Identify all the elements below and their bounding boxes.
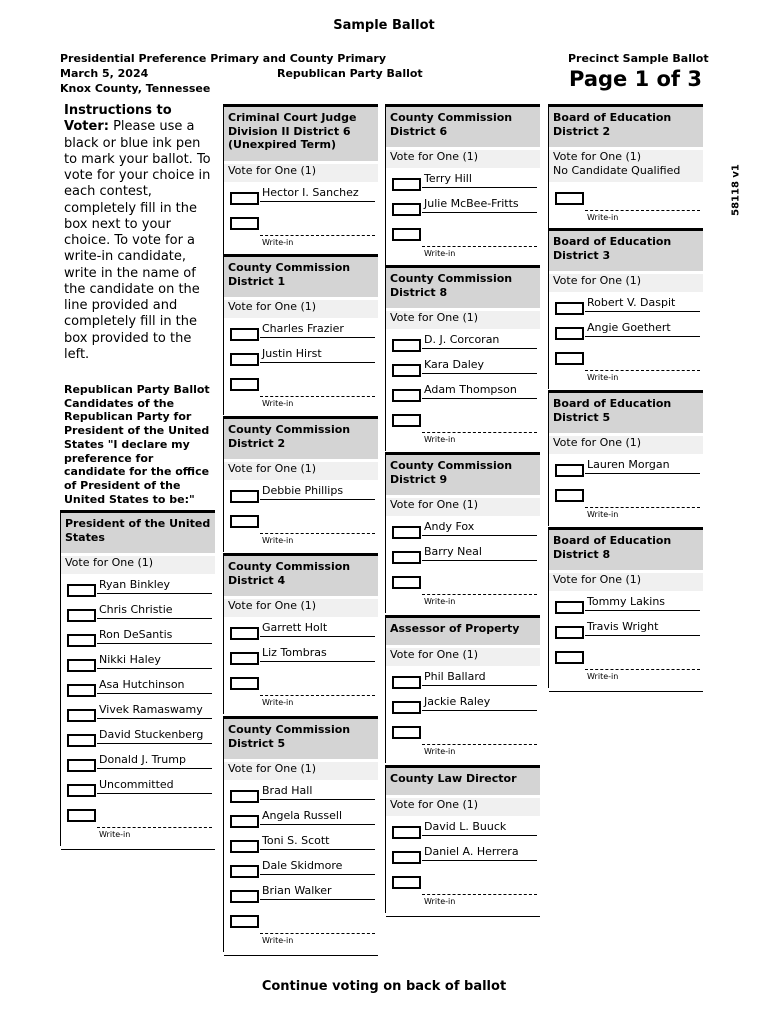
candidate-name: Tommy Lakins xyxy=(587,595,666,608)
candidate-option[interactable] xyxy=(61,653,215,675)
vote-for-text: Vote for One (1) xyxy=(228,462,317,475)
candidate-underline xyxy=(97,768,212,769)
candidate-underline xyxy=(422,398,537,399)
vote-oval[interactable] xyxy=(230,353,259,366)
candidate-underline xyxy=(97,743,212,744)
candidate-option[interactable] xyxy=(224,646,378,668)
vote-for-text: Vote for One (1) xyxy=(228,762,317,775)
column-bottom-rule xyxy=(224,955,378,956)
vote-for-label xyxy=(549,573,703,591)
write-in-label: Write-in xyxy=(424,747,456,756)
candidate-name: Adam Thompson xyxy=(424,383,517,396)
contest-title: Criminal Court Judge Division II District 6 (Unexpired Term) xyxy=(224,107,378,161)
candidate-option[interactable] xyxy=(61,603,215,625)
candidate-name: D. J. Corcoran xyxy=(424,333,500,346)
candidate-option[interactable] xyxy=(549,595,703,617)
candidate-option[interactable] xyxy=(549,620,703,642)
candidate-underline xyxy=(260,337,375,338)
write-in-oval[interactable] xyxy=(230,217,259,230)
write-in-oval[interactable] xyxy=(392,228,421,241)
vote-oval[interactable] xyxy=(67,784,96,797)
vote-for-text: Vote for One (1) xyxy=(553,150,642,163)
candidate-name: Lauren Morgan xyxy=(587,458,670,471)
write-in-line[interactable] xyxy=(422,432,537,433)
candidate-option[interactable] xyxy=(386,545,540,567)
candidate-underline xyxy=(585,635,700,636)
candidate-name: Barry Neal xyxy=(424,545,482,558)
write-in-label: Write-in xyxy=(424,249,456,258)
contest xyxy=(223,416,378,552)
candidate-name: Robert V. Daspit xyxy=(587,296,676,309)
vote-oval[interactable] xyxy=(555,302,584,315)
party-ballot-label: Republican Party Ballot xyxy=(277,67,423,80)
vote-oval[interactable] xyxy=(555,601,584,614)
candidate-underline xyxy=(260,899,375,900)
write-in-option[interactable] xyxy=(224,915,378,945)
contest xyxy=(223,254,378,415)
write-in-label: Write-in xyxy=(587,672,619,681)
vote-oval[interactable] xyxy=(230,890,259,903)
candidate-name: Brad Hall xyxy=(262,784,313,797)
candidate-name: Julie McBee-Fritts xyxy=(424,197,519,210)
candidate-name: Charles Frazier xyxy=(262,322,344,335)
vote-oval[interactable] xyxy=(230,652,259,665)
candidate-option[interactable] xyxy=(61,753,215,775)
contest-title: Board of Education District 5 xyxy=(549,393,703,433)
write-in-option[interactable] xyxy=(224,677,378,707)
vote-for-label xyxy=(224,462,378,480)
candidate-name: David L. Buuck xyxy=(424,820,507,833)
write-in-option[interactable] xyxy=(549,489,703,519)
ballot-column xyxy=(548,0,703,1024)
candidate-name: Debbie Phillips xyxy=(262,484,344,497)
candidate-name: David Stuckenberg xyxy=(99,728,204,741)
candidate-option[interactable] xyxy=(224,809,378,831)
candidate-underline xyxy=(260,362,375,363)
write-in-oval[interactable] xyxy=(392,414,421,427)
candidate-option[interactable] xyxy=(386,197,540,219)
candidate-name: Donald J. Trump xyxy=(99,753,186,766)
write-in-line[interactable] xyxy=(585,370,700,371)
vote-oval[interactable] xyxy=(230,840,259,853)
contest-title: Board of Education District 3 xyxy=(549,231,703,271)
write-in-oval[interactable] xyxy=(555,651,584,664)
vote-for-label xyxy=(224,599,378,617)
candidate-option[interactable] xyxy=(61,578,215,600)
declaration-text: Republican Party Ballot Candidates of the Republican Party for President of the United States "I declare my preference for candidate for the office of President of the United States to be:" xyxy=(64,383,210,506)
candidate-underline xyxy=(422,710,537,711)
write-in-label: Write-in xyxy=(262,698,294,707)
vote-oval[interactable] xyxy=(392,851,421,864)
vote-oval[interactable] xyxy=(392,526,421,539)
candidate-name: Angie Goethert xyxy=(587,321,671,334)
write-in-line[interactable] xyxy=(260,533,375,534)
write-in-oval[interactable] xyxy=(230,915,259,928)
candidate-option[interactable] xyxy=(61,728,215,750)
candidate-name: Daniel A. Herrera xyxy=(424,845,519,858)
write-in-option[interactable] xyxy=(549,192,703,222)
column-bottom-rule xyxy=(549,691,703,692)
candidate-underline xyxy=(97,718,212,719)
vote-for-text: Vote for One (1) xyxy=(228,300,317,313)
write-in-oval[interactable] xyxy=(230,378,259,391)
write-in-label: Write-in xyxy=(424,597,456,606)
vote-oval[interactable] xyxy=(392,389,421,402)
vote-oval[interactable] xyxy=(230,328,259,341)
candidate-option[interactable] xyxy=(386,695,540,717)
write-in-option[interactable] xyxy=(224,515,378,545)
write-in-line[interactable] xyxy=(422,744,537,745)
candidate-underline xyxy=(422,860,537,861)
vote-oval[interactable] xyxy=(67,634,96,647)
contest xyxy=(385,104,540,265)
write-in-oval[interactable] xyxy=(555,192,584,205)
candidate-underline xyxy=(422,187,537,188)
candidate-name: Chris Christie xyxy=(99,603,173,616)
candidate-name: Justin Hirst xyxy=(262,347,322,360)
candidate-underline xyxy=(260,849,375,850)
ballot-serial-text: 58118 v1 xyxy=(730,164,742,216)
contest-title: President of the United States xyxy=(61,513,215,553)
candidate-underline xyxy=(422,560,537,561)
candidate-option[interactable] xyxy=(386,820,540,842)
write-in-oval[interactable] xyxy=(67,809,96,822)
candidate-underline xyxy=(260,874,375,875)
write-in-oval[interactable] xyxy=(230,677,259,690)
write-in-line[interactable] xyxy=(260,235,375,236)
candidate-underline xyxy=(585,336,700,337)
write-in-option[interactable] xyxy=(224,217,378,247)
write-in-line[interactable] xyxy=(422,246,537,247)
candidate-underline xyxy=(97,643,212,644)
candidate-name: Asa Hutchinson xyxy=(99,678,185,691)
candidate-option[interactable] xyxy=(549,458,703,480)
write-in-line[interactable] xyxy=(422,594,537,595)
ballot-column xyxy=(385,0,540,1024)
vote-oval[interactable] xyxy=(392,364,421,377)
candidate-name: Liz Tombras xyxy=(262,646,327,659)
contest-title: County Commission District 1 xyxy=(224,257,378,297)
write-in-oval[interactable] xyxy=(392,726,421,739)
candidate-name: Terry Hill xyxy=(424,172,472,185)
candidate-name: Kara Daley xyxy=(424,358,485,371)
vote-for-label xyxy=(549,274,703,292)
candidate-option[interactable] xyxy=(386,845,540,867)
page-number: Page 1 of 3 xyxy=(569,67,702,91)
write-in-line[interactable] xyxy=(97,827,212,828)
contest-title: County Commission District 8 xyxy=(386,268,540,308)
vote-for-label xyxy=(386,498,540,516)
write-in-option[interactable] xyxy=(386,228,540,258)
vote-for-text: Vote for One (1) xyxy=(390,798,479,811)
candidate-option[interactable] xyxy=(386,172,540,194)
vote-oval[interactable] xyxy=(392,676,421,689)
candidate-name: Phil Ballard xyxy=(424,670,486,683)
vote-oval[interactable] xyxy=(67,734,96,747)
vote-oval[interactable] xyxy=(230,790,259,803)
candidate-underline xyxy=(97,793,212,794)
ballot-column xyxy=(60,0,215,1024)
vote-for-label xyxy=(549,150,703,182)
candidate-option[interactable] xyxy=(61,678,215,700)
vote-for-text: Vote for One (1) xyxy=(390,311,479,324)
vote-oval[interactable] xyxy=(392,551,421,564)
vote-for-label xyxy=(386,150,540,168)
vote-oval[interactable] xyxy=(392,701,421,714)
candidate-underline xyxy=(97,693,212,694)
vote-oval[interactable] xyxy=(230,192,259,205)
write-in-option[interactable] xyxy=(386,876,540,906)
candidate-name: Nikki Haley xyxy=(99,653,161,666)
candidate-name: Dale Skidmore xyxy=(262,859,343,872)
candidate-option[interactable] xyxy=(61,778,215,800)
ballot-title: Sample Ballot xyxy=(333,18,435,33)
continue-note: Continue voting on back of ballot xyxy=(261,979,507,994)
write-in-option[interactable] xyxy=(61,809,215,839)
candidate-option[interactable] xyxy=(224,621,378,643)
write-in-line[interactable] xyxy=(260,695,375,696)
vote-oval[interactable] xyxy=(392,203,421,216)
candidate-name: Ryan Binkley xyxy=(99,578,171,591)
candidate-option[interactable] xyxy=(386,383,540,405)
candidate-underline xyxy=(97,593,212,594)
candidate-option[interactable] xyxy=(224,859,378,881)
candidate-name: Hector I. Sanchez xyxy=(262,186,359,199)
candidate-underline xyxy=(260,661,375,662)
write-in-label: Write-in xyxy=(424,897,456,906)
vote-for-label xyxy=(549,436,703,454)
write-in-option[interactable] xyxy=(549,352,703,382)
vote-oval[interactable] xyxy=(67,584,96,597)
contest xyxy=(223,553,378,714)
candidate-name: Garrett Holt xyxy=(262,621,328,634)
write-in-option[interactable] xyxy=(224,378,378,408)
vote-oval[interactable] xyxy=(392,178,421,191)
contest-title: County Commission District 2 xyxy=(224,419,378,459)
vote-for-label xyxy=(224,164,378,182)
candidate-underline xyxy=(97,618,212,619)
candidate-option[interactable] xyxy=(224,884,378,906)
candidate-option[interactable] xyxy=(224,834,378,856)
instructions-heading: Instructions to Voter: xyxy=(64,103,172,135)
candidate-underline xyxy=(260,201,375,202)
write-in-label: Write-in xyxy=(262,399,294,408)
vote-for-text: Vote for One (1) xyxy=(553,573,642,586)
candidate-underline xyxy=(585,610,700,611)
contest xyxy=(385,765,540,913)
vote-oval[interactable] xyxy=(230,815,259,828)
write-in-line[interactable] xyxy=(585,669,700,670)
write-in-option[interactable] xyxy=(549,651,703,681)
candidate-name: Angela Russell xyxy=(262,809,343,822)
candidate-underline xyxy=(260,499,375,500)
contest-title: Board of Education District 8 xyxy=(549,530,703,570)
vote-for-text: Vote for One (1) xyxy=(65,556,154,569)
candidate-underline xyxy=(260,824,375,825)
contest xyxy=(548,104,703,229)
candidate-name: Brian Walker xyxy=(262,884,332,897)
election-name: Presidential Preference Primary and County Primary xyxy=(60,52,387,65)
vote-for-text: Vote for One (1) xyxy=(390,498,479,511)
candidate-underline xyxy=(260,799,375,800)
election-date: March 5, 2024 xyxy=(60,67,149,80)
candidate-underline xyxy=(422,535,537,536)
candidate-underline xyxy=(422,348,537,349)
candidate-option[interactable] xyxy=(386,520,540,542)
write-in-oval[interactable] xyxy=(555,489,584,502)
vote-oval[interactable] xyxy=(67,684,96,697)
candidate-underline xyxy=(585,473,700,474)
vote-oval[interactable] xyxy=(67,709,96,722)
contest-title: County Commission District 5 xyxy=(224,719,378,759)
write-in-oval[interactable] xyxy=(230,515,259,528)
contest-title: Board of Education District 2 xyxy=(549,107,703,147)
candidate-option[interactable] xyxy=(549,296,703,318)
county-name: Knox County, Tennessee xyxy=(60,82,211,95)
contest xyxy=(385,615,540,763)
ballot-serial xyxy=(729,164,743,216)
candidate-option[interactable] xyxy=(61,628,215,650)
write-in-label: Write-in xyxy=(99,830,131,839)
contest-title: County Law Director xyxy=(386,768,540,795)
vote-for-text: Vote for One (1) xyxy=(553,274,642,287)
write-in-oval[interactable] xyxy=(555,352,584,365)
vote-oval[interactable] xyxy=(555,327,584,340)
vote-oval[interactable] xyxy=(230,627,259,640)
candidate-option[interactable] xyxy=(224,186,378,208)
write-in-label: Write-in xyxy=(587,510,619,519)
candidate-name: Jackie Raley xyxy=(424,695,491,708)
write-in-label: Write-in xyxy=(587,373,619,382)
write-in-line[interactable] xyxy=(422,894,537,895)
contest xyxy=(60,510,215,846)
vote-for-text: Vote for One (1) xyxy=(553,436,642,449)
vote-for-label xyxy=(386,798,540,816)
vote-oval[interactable] xyxy=(67,609,96,622)
instructions-body: Please use a black or blue ink pen to mark your ballot. To vote for your choice in each contest, completely fill in the box next to your choice. To vote for a write-in candidate, write in the name of the candidate on the line provided and completely fill in the box provided to the left. xyxy=(64,119,211,362)
write-in-oval[interactable] xyxy=(392,876,421,889)
vote-oval[interactable] xyxy=(230,490,259,503)
vote-for-label xyxy=(386,648,540,666)
column-bottom-rule xyxy=(386,916,540,917)
candidate-option[interactable] xyxy=(224,784,378,806)
candidate-option[interactable] xyxy=(549,321,703,343)
candidate-underline xyxy=(260,636,375,637)
candidate-underline xyxy=(422,685,537,686)
candidate-option[interactable] xyxy=(386,333,540,355)
write-in-option[interactable] xyxy=(386,576,540,606)
candidate-underline xyxy=(422,373,537,374)
contest xyxy=(223,104,378,254)
write-in-label: Write-in xyxy=(262,238,294,247)
candidate-name: Uncommitted xyxy=(99,778,174,791)
write-in-oval[interactable] xyxy=(392,576,421,589)
candidate-name: Toni S. Scott xyxy=(262,834,330,847)
contest-title: County Commission District 9 xyxy=(386,455,540,495)
write-in-label: Write-in xyxy=(262,936,294,945)
vote-for-text: Vote for One (1) xyxy=(228,164,317,177)
candidate-underline xyxy=(422,212,537,213)
candidate-name: Travis Wright xyxy=(587,620,659,633)
write-in-label: Write-in xyxy=(424,435,456,444)
vote-oval[interactable] xyxy=(392,339,421,352)
contest xyxy=(548,390,703,526)
candidate-underline xyxy=(97,668,212,669)
vote-oval[interactable] xyxy=(555,626,584,639)
vote-for-text: Vote for One (1) xyxy=(228,599,317,612)
candidate-option[interactable] xyxy=(224,347,378,369)
vote-for-text: Vote for One (1) xyxy=(390,150,479,163)
vote-for-label xyxy=(386,311,540,329)
candidate-option[interactable] xyxy=(386,670,540,692)
precinct-label: Precinct Sample Ballot xyxy=(568,52,709,65)
vote-oval[interactable] xyxy=(67,759,96,772)
write-in-line[interactable] xyxy=(260,396,375,397)
no-candidate-note: No Candidate Qualified xyxy=(553,164,681,177)
vote-for-text: Vote for One (1) xyxy=(390,648,479,661)
write-in-label: Write-in xyxy=(587,213,619,222)
candidate-name: Andy Fox xyxy=(424,520,475,533)
candidate-underline xyxy=(585,311,700,312)
candidate-option[interactable] xyxy=(386,358,540,380)
write-in-option[interactable] xyxy=(386,414,540,444)
vote-for-label xyxy=(224,762,378,780)
candidate-underline xyxy=(422,835,537,836)
vote-oval[interactable] xyxy=(67,659,96,672)
ballot-column xyxy=(223,0,378,1024)
vote-for-label xyxy=(61,556,215,574)
contest-title: Assessor of Property xyxy=(386,618,540,645)
contest xyxy=(223,716,378,952)
write-in-line[interactable] xyxy=(585,210,700,211)
contest xyxy=(385,265,540,451)
candidate-option[interactable] xyxy=(224,484,378,506)
contest xyxy=(385,452,540,613)
candidate-option[interactable] xyxy=(224,322,378,344)
contest-title: County Commission District 4 xyxy=(224,556,378,596)
vote-for-label xyxy=(224,300,378,318)
vote-oval[interactable] xyxy=(230,865,259,878)
contest-title: County Commission District 6 xyxy=(386,107,540,147)
contest xyxy=(548,228,703,389)
vote-oval[interactable] xyxy=(555,464,584,477)
candidate-name: Ron DeSantis xyxy=(99,628,173,641)
column-bottom-rule xyxy=(61,849,215,850)
write-in-option[interactable] xyxy=(386,726,540,756)
candidate-name: Vivek Ramaswamy xyxy=(99,703,203,716)
vote-oval[interactable] xyxy=(392,826,421,839)
candidate-option[interactable] xyxy=(61,703,215,725)
write-in-line[interactable] xyxy=(585,507,700,508)
write-in-line[interactable] xyxy=(260,933,375,934)
contest xyxy=(548,527,703,688)
write-in-label: Write-in xyxy=(262,536,294,545)
